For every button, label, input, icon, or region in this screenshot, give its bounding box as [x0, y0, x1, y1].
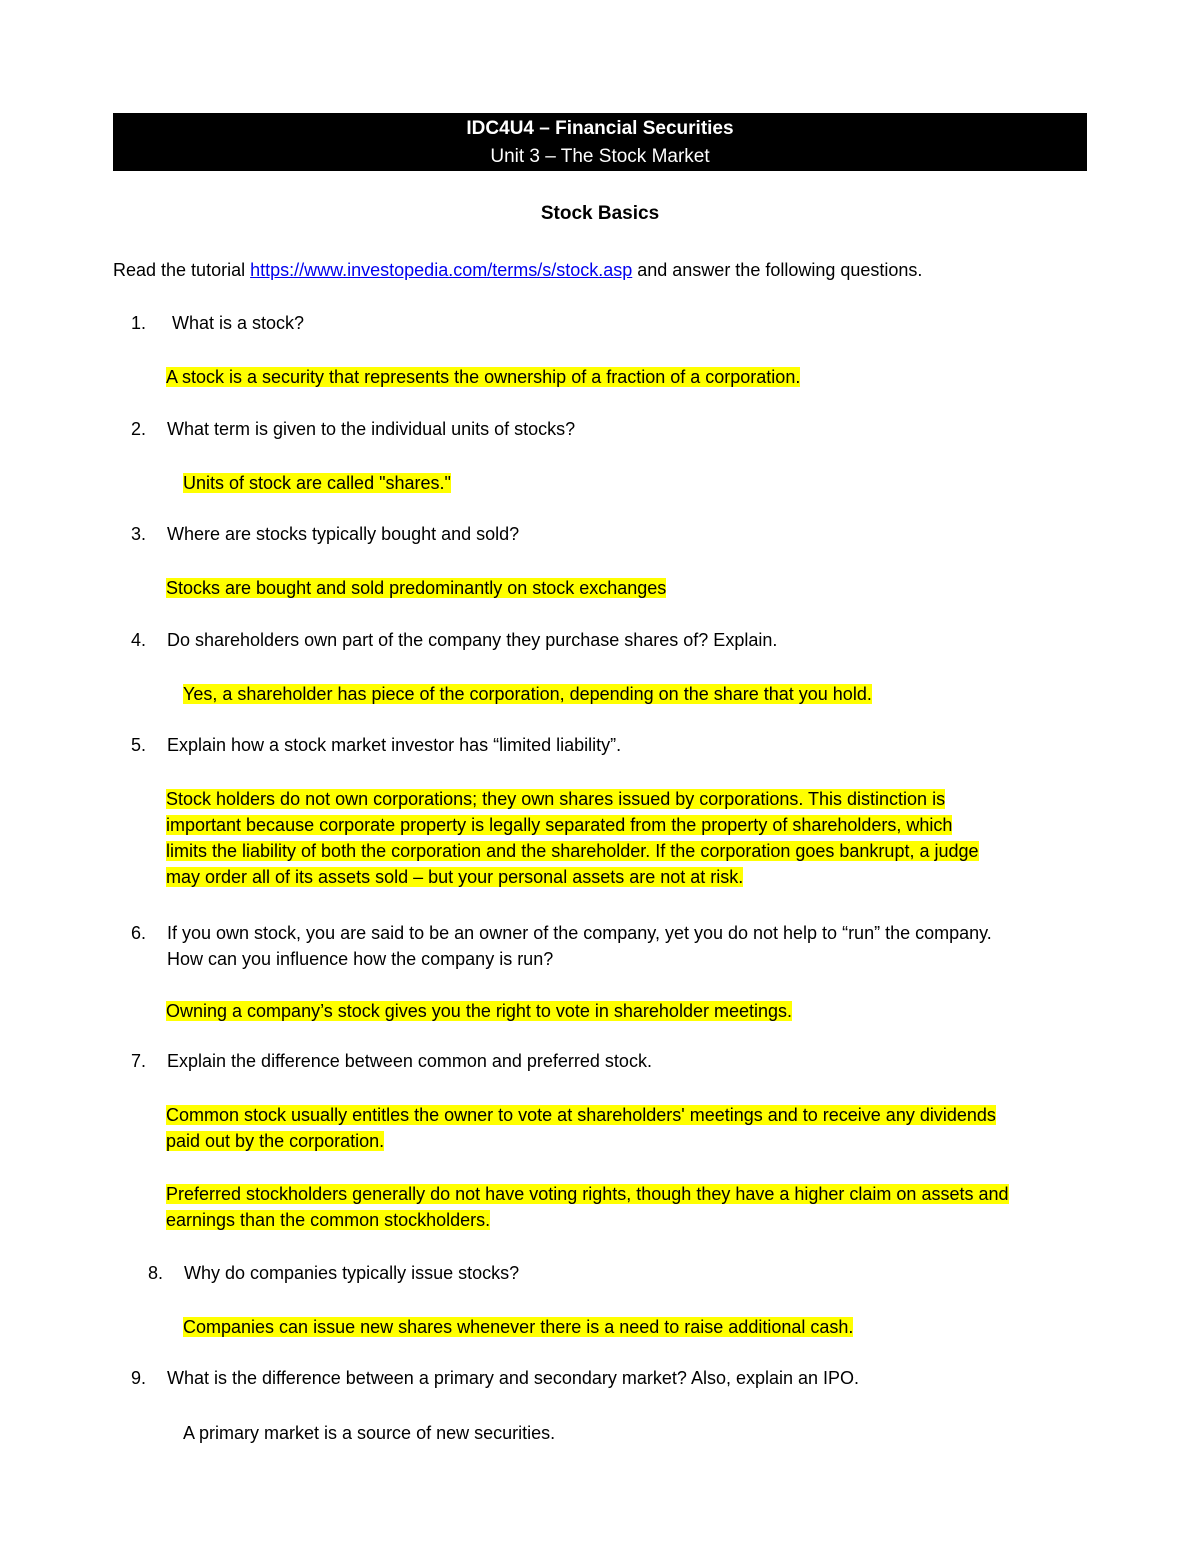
question-text: Why do companies typically issue stocks? — [184, 1263, 520, 1283]
answer-text: A primary market is a source of new securities. — [183, 1423, 556, 1443]
answer-7a — [166, 1102, 996, 1154]
page-title: Stock Basics — [540, 203, 660, 224]
highlighted-answer: Companies can issue new shares whenever there is a need to raise additional cash. — [183, 1317, 854, 1337]
question-4 — [131, 630, 777, 651]
question-text: Explain how a stock market investor has “limited liability”. — [167, 735, 622, 755]
answer-line: may order all of its assets sold – but your personal assets are not at risk. — [166, 867, 744, 887]
question-1 — [131, 313, 304, 334]
question-number: 1. — [131, 313, 147, 333]
question-text: What is the difference between a primary and secondary market? Also, explain an IPO. — [167, 1368, 860, 1388]
answer-4 — [183, 681, 872, 707]
header-banner — [113, 113, 1087, 171]
highlighted-answer: A stock is a security that represents the ownership of a fraction of a corporation. — [166, 367, 801, 387]
highlighted-answer: Units of stock are called "shares." — [183, 473, 451, 493]
question-3 — [131, 524, 519, 545]
answer-line: Stock holders do not own corporations; they own shares issued by corporations. This distinction is — [166, 789, 946, 809]
tutorial-link[interactable]: https://www.investopedia.com/terms/s/stock.asp — [250, 260, 633, 280]
question-number: 4. — [131, 630, 147, 650]
question-2 — [131, 419, 575, 440]
course-title: IDC4U4 – Financial Securities — [466, 118, 734, 139]
answer-line: Common stock usually entitles the owner to vote at shareholders' meetings and to receive any dividends — [166, 1105, 996, 1125]
answer-2 — [183, 470, 451, 496]
answer-8 — [183, 1314, 853, 1340]
answer-3 — [166, 575, 666, 601]
question-text: Explain the difference between common and preferred stock. — [167, 1051, 652, 1071]
answer-1 — [166, 364, 800, 390]
question-number: 8. — [148, 1263, 164, 1283]
answer-line: Preferred stockholders generally do not have voting rights, though they have a higher claim on assets and — [166, 1184, 1009, 1204]
answer-5 — [166, 786, 979, 890]
highlighted-answer: Yes, a shareholder has piece of the corporation, depending on the share that you hold. — [183, 684, 872, 704]
answer-line: limits the liability of both the corporation and the shareholder. If the corporation goes bankrupt, a judge — [166, 841, 979, 861]
question-number: 6. — [131, 923, 147, 943]
question-text: If you own stock, you are said to be an owner of the company, yet you do not help to “run” the company. — [167, 923, 992, 943]
question-8 — [148, 1263, 519, 1284]
question-text: What term is given to the individual units of stocks? — [167, 419, 576, 439]
question-5 — [131, 735, 621, 756]
answer-6 — [166, 998, 792, 1024]
question-text-cont: How can you influence how the company is run? — [167, 949, 554, 969]
intro-before: Read the tutorial — [113, 260, 251, 280]
intro-after: and answer the following questions. — [632, 260, 923, 280]
answer-line: earnings than the common stockholders. — [166, 1210, 491, 1230]
question-9 — [131, 1368, 859, 1389]
question-number: 5. — [131, 735, 147, 755]
question-6 — [131, 920, 992, 972]
question-number: 9. — [131, 1368, 147, 1388]
question-text: What is a stock? — [172, 313, 305, 333]
intro-text — [113, 260, 922, 281]
highlighted-answer: Owning a company’s stock gives you the right to vote in shareholder meetings. — [166, 1001, 793, 1021]
answer-line: important because corporate property is legally separated from the property of shareholders, which — [166, 815, 953, 835]
question-text: Where are stocks typically bought and sold? — [167, 524, 520, 544]
question-number: 3. — [131, 524, 147, 544]
question-text: Do shareholders own part of the company they purchase shares of? Explain. — [167, 630, 778, 650]
answer-9 — [183, 1420, 555, 1446]
answer-7b — [166, 1181, 1009, 1233]
question-7 — [131, 1051, 652, 1072]
highlighted-answer: Stocks are bought and sold predominantly on stock exchanges — [166, 578, 667, 598]
question-number: 7. — [131, 1051, 147, 1071]
answer-line: paid out by the corporation. — [166, 1131, 385, 1151]
question-number: 2. — [131, 419, 147, 439]
unit-title: Unit 3 – The Stock Market — [490, 146, 710, 167]
